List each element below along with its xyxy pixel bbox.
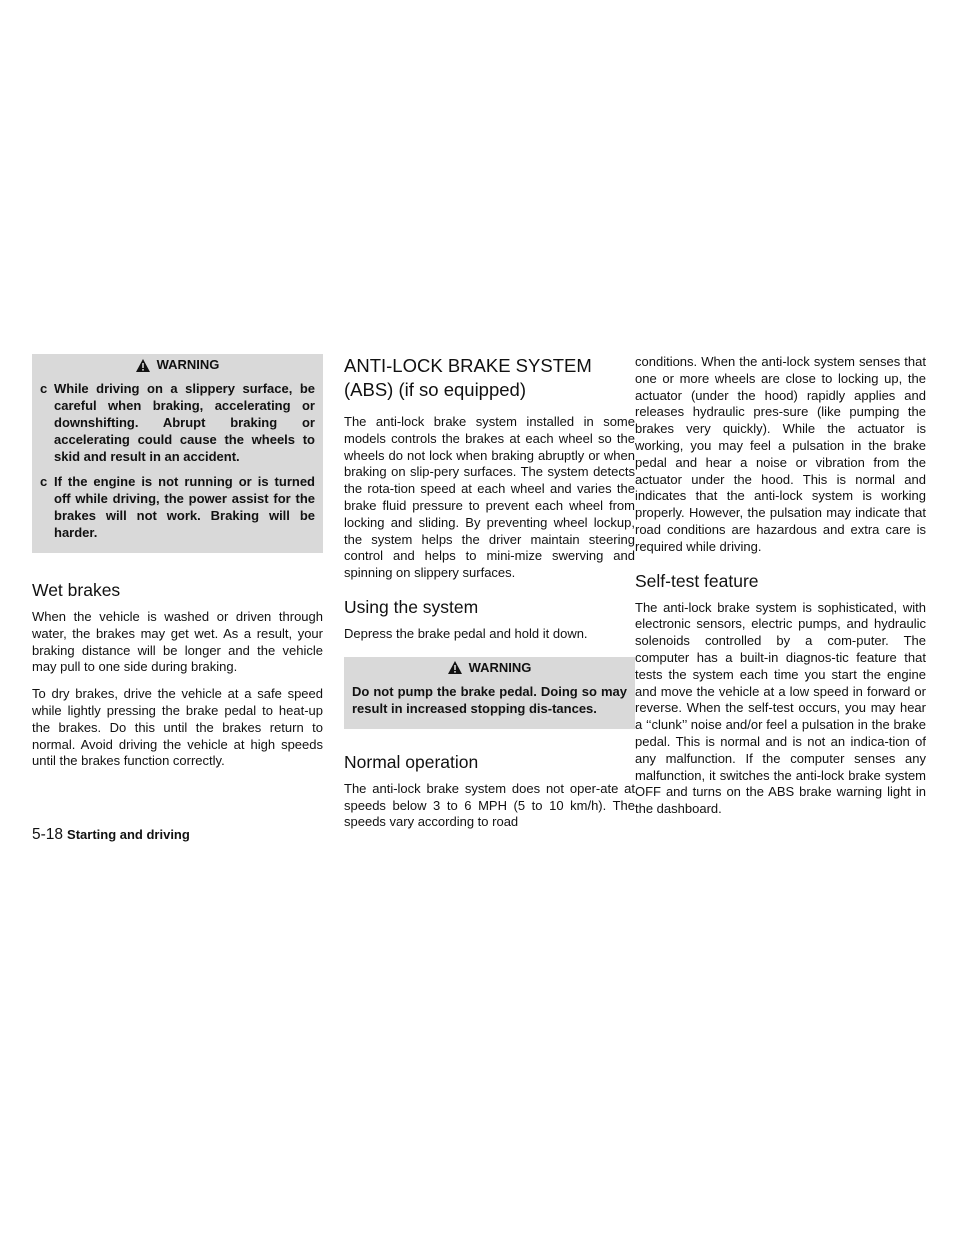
warning-title: WARNING (468, 659, 532, 675)
heading-abs-line2: (ABS) (if so equipped) (344, 379, 527, 400)
column-middle (344, 354, 635, 841)
column-left (32, 354, 323, 780)
heading-normal-operation: Normal operation (344, 751, 479, 772)
section-title: Starting and driving (67, 827, 190, 842)
warning-item-text: If the engine is not running or is turned off while driving, the power assist for the brakes will not work. Braking will be harder. (54, 474, 315, 540)
warning-triangle-icon (448, 661, 462, 674)
heading-wet-brakes: Wet brakes (32, 580, 121, 600)
bullet-marker: c (40, 474, 48, 489)
paragraph-wet-brakes-2: To dry brakes, drive the vehicle at a safe speed while lightly pressing the brake pedal to heat-up the brakes. Do this until the brakes return to normal. Avoid driving the vehicle at high speeds until the brakes function correctly. (32, 686, 323, 769)
heading-abs (344, 354, 635, 402)
paragraph-abs-intro: The anti-lock brake system installed in some models controls the brakes at each wheel so the wheels do not lock when braking abruptly or when braking on slip-pery surfaces. The system detects the rota-tion speed at each wheel and varies the brake fluid pressure to prevent each wheel from locking and sliding. By preventing wheel lockup, the system helps the driver maintain steering control and helps to mini-mize swerving and spinning on slippery surfaces. (344, 414, 635, 581)
paragraph-wet-brakes-1: When the vehicle is washed or driven through water, the brakes may get wet. As a result, your braking distance will be longer and the vehicle may pull to one side during braking. (32, 609, 323, 675)
warning-title: WARNING (156, 357, 220, 372)
heading-abs-line1: ANTI-LOCK BRAKE SYSTEM (344, 355, 592, 376)
warning-header (352, 659, 627, 677)
paragraph-abs-continued: conditions. When the anti-lock system senses that one or more wheels are close to locking up, the actuator (under the hood) rapidly applies and releases hydraulic pres-sure (like pumping the brakes very quickly). While the actuator is working, you may feel a pulsation in the brake pedal and hear a noise or vibration from the actuator under the hood. This is normal and indicates that the anti-lock system is working properly. However, the pulsation may indicate that road conditions are hazardous and extra care is required while driving. (635, 354, 926, 554)
warning-header (40, 356, 315, 374)
heading-self-test: Self-test feature (635, 570, 759, 591)
warning-box-slippery (32, 354, 323, 553)
paragraph-using-system: Depress the brake pedal and hold it down. (344, 625, 588, 641)
paragraph-normal-operation: The anti-lock brake system does not oper-ate at speeds below 3 to 6 MPH (5 to 10 km/h). The speeds vary according to road (344, 780, 635, 830)
paragraph-self-test: The anti-lock brake system is sophisticated, with electronic sensors, electric pumps, and hydraulic solenoids controlled by a com-puter. The computer has a built-in diagnos-tic feature that tests the system each time you start the engine and move the vehicle at a low speed in forward or reverse. When the self-test occurs, you may hear a ‘‘clunk’’ noise and/or feel a pulsation in the brake pedal. This is normal and is not an indica-tion of any malfunction. If the computer senses any malfunction, it switches the anti-lock brake system OFF and turns on the ABS brake warning light in the dashboard. (635, 599, 926, 817)
page-footer (32, 826, 190, 844)
column-right (635, 354, 926, 828)
warning-item (40, 380, 315, 465)
warning-text: Do not pump the brake pedal. Doing so may result in increased stopping dis-tances. (352, 683, 627, 716)
warning-item-text: While driving on a slippery surface, be careful when braking, accelerating or downshifting. Abrupt braking or accelerating could cause the wheels to skid and result in an accident. (54, 381, 315, 464)
warning-box-pump (344, 657, 635, 729)
heading-using-system: Using the system (344, 596, 479, 617)
bullet-marker: c (40, 381, 48, 396)
warning-triangle-icon (136, 359, 150, 372)
warning-item (40, 473, 315, 541)
page-number: 5-18 (32, 826, 64, 843)
